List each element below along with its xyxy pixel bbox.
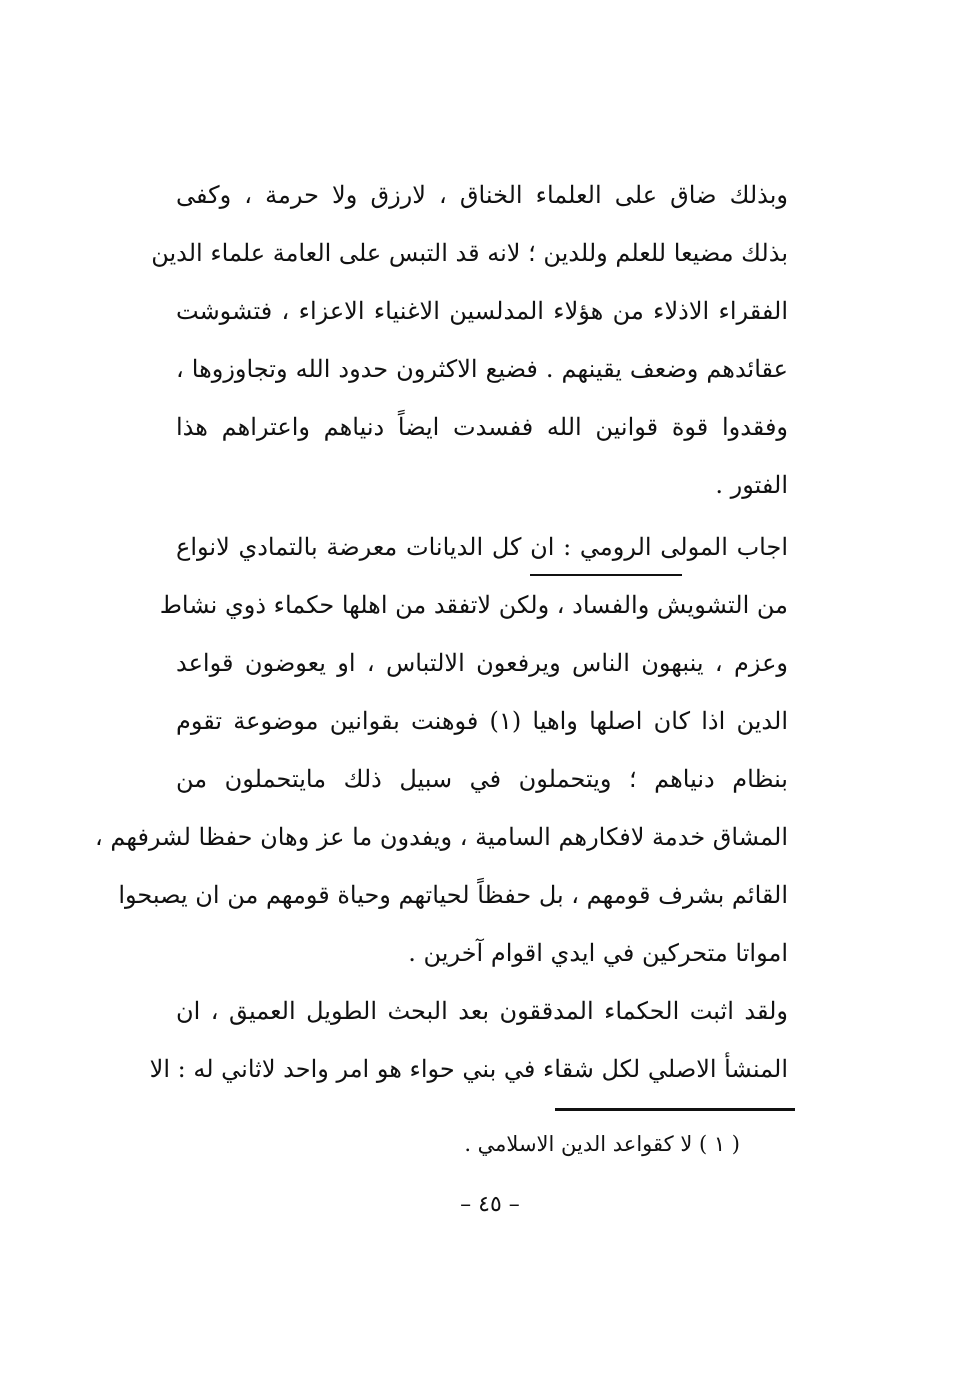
text-line: الفقراء الاذلاء من هؤلاء المدلسين الاغنياء الاعزاء ، فتشوشت: [176, 297, 788, 325]
text-line: المنشأ الاصلي لكل شقاء في بني حواء هو امر واحد لاثاني له : الا: [149, 1055, 788, 1083]
text-line: ولقد اثبت الحكماء المدققون بعد البحث الطويل العميق ، ان: [176, 997, 788, 1025]
text-line: وعزم ، ينبهون الناس ويرفعون الالتباس ، او يعوضون قواعد: [176, 649, 788, 677]
paragraph-3: [149, 982, 788, 1098]
text-line: من التشويش والفساد ، ولكن لاتفقد من اهلها حكماء ذوي نشاط: [159, 591, 788, 619]
page-number: – ٤٥ –: [460, 1192, 520, 1217]
text-line: اجاب المولى الرومي : ان كل الديانات معرضة بالتمادي لانواع: [176, 533, 788, 561]
text-line: وفقدوا قوة قوانين الله ففسدت ايضاً دنياهم واعتراهم هذا: [176, 413, 788, 441]
name-underline: [530, 574, 682, 576]
text-line: القائم بشرف قومهم ، بل حفظاً لحياتهم وحياة قومهم من ان يصبحوا: [118, 881, 788, 909]
text-line: المشاق خدمة لافكارهم السامية ، ويفدون ما عز وهان حفظا لشرفهم ،: [95, 823, 788, 851]
paragraph-1: [151, 166, 788, 514]
footnote-divider: [555, 1108, 795, 1111]
text-line: امواتا متحركين في ايدي اقوام آخرين .: [408, 939, 788, 967]
paragraph-2: [95, 518, 789, 982]
text-line: وبذلك ضاق على العلماء الخناق ، لارزق ولا حرمة ، وكفى: [176, 181, 788, 209]
text-line: عقائدهم وضعف يقينهم . فضيع الاكثرون حدود الله وتجاوزوها ،: [176, 355, 788, 383]
text-line: الدين اذا كان اصلها واهيا (١) فوهنت بقوانين موضوعة تقوم: [176, 707, 789, 735]
footnote: ( ١ ) لا كقواعد الدين الاسلامي .: [464, 1132, 740, 1156]
text-line: الفتور .: [715, 471, 788, 499]
text-line: بذلك مضيعا للعلم وللدين ؛ لانه قد التبس على العامة علماء الدين: [151, 239, 788, 267]
text-line: بنظام دنياهم ؛ ويتحملون في سبيل ذلك مايتحملون من: [176, 765, 788, 793]
